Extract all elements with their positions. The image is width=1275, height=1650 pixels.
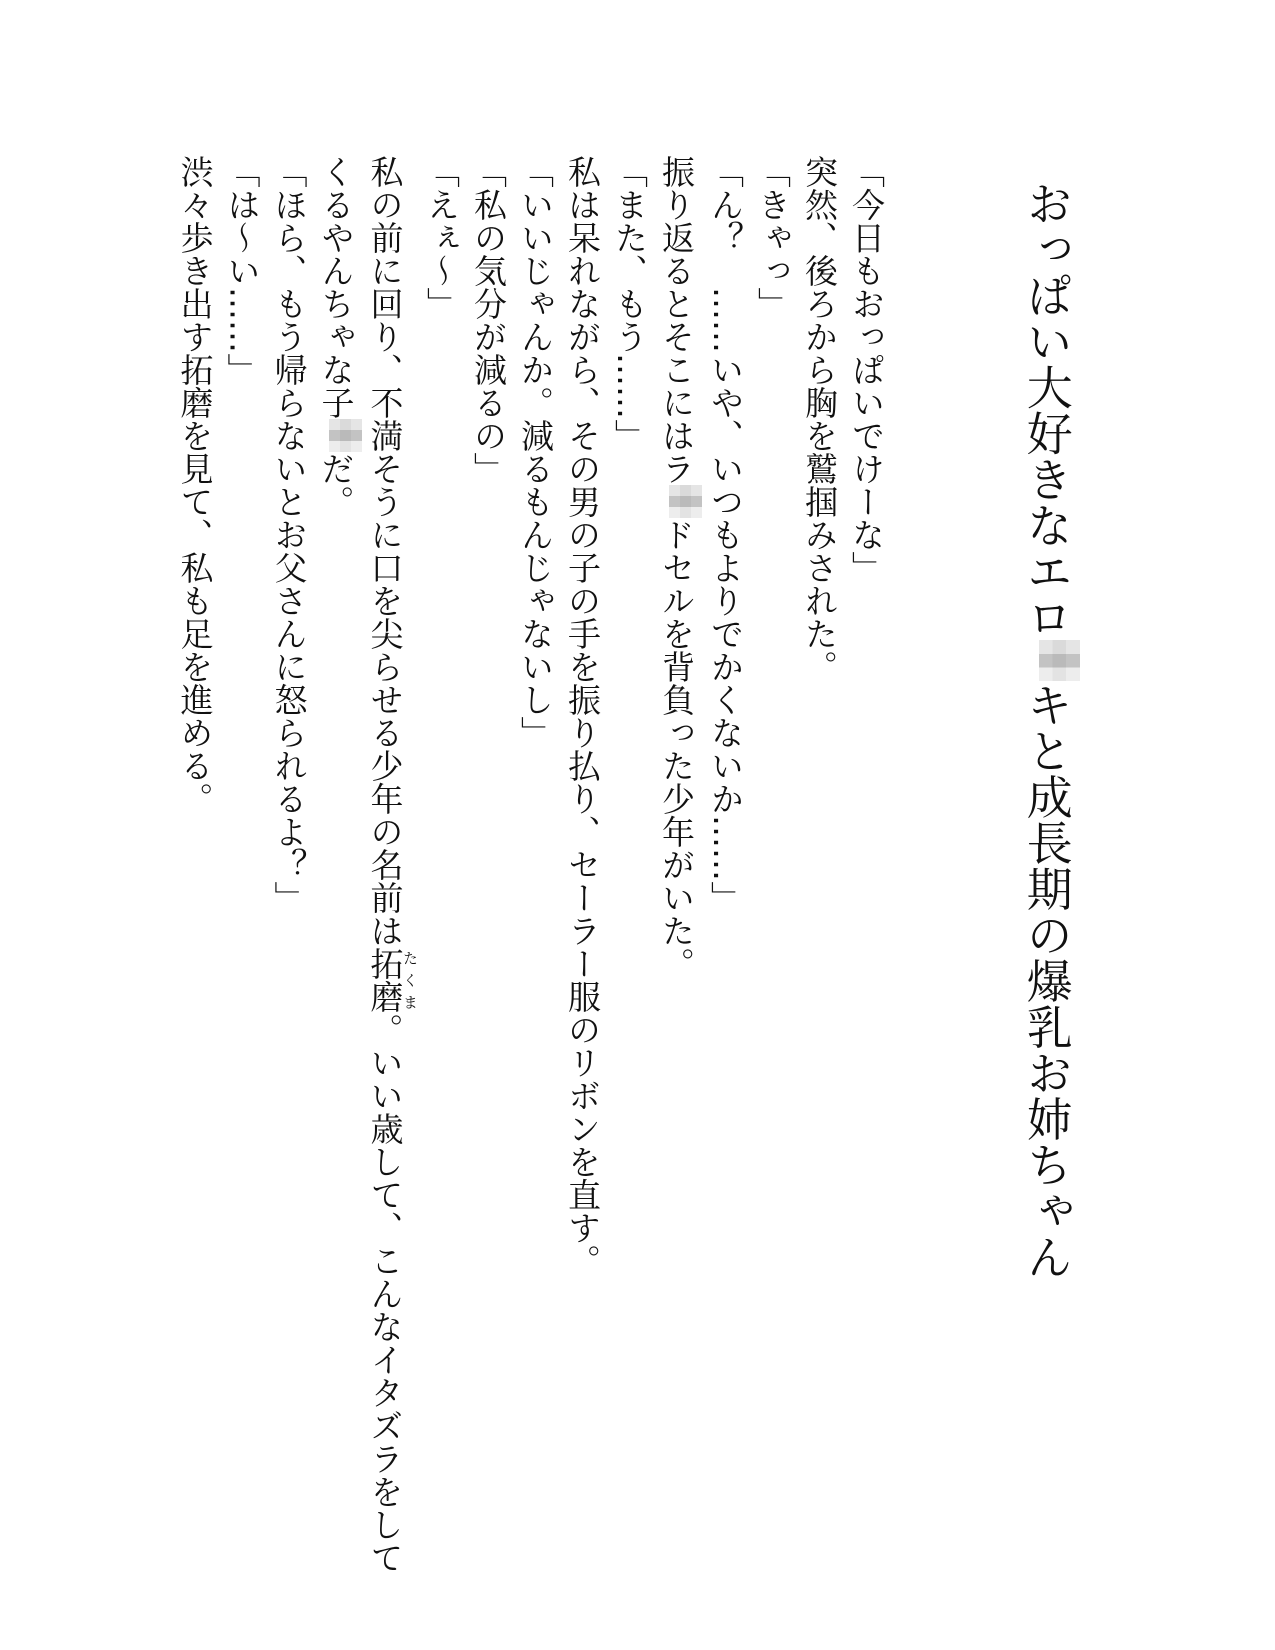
text-line-5-after: ドセルを背負った少年がいた。 bbox=[657, 518, 696, 980]
text-line-1: 「今日もおっぱいでけーな」 bbox=[847, 155, 886, 584]
text-line-9: 「私の気分が減るの」 bbox=[469, 155, 508, 485]
text-line-5-before: 振り返るとそこにはラ bbox=[657, 155, 696, 485]
text-line-11 bbox=[362, 155, 419, 1574]
name-reading: たくま bbox=[401, 947, 419, 1013]
mosaic-censor-icon bbox=[669, 485, 702, 518]
text-line-6: 「また、もう……」 bbox=[610, 155, 649, 452]
mosaic-censor-icon bbox=[1039, 640, 1080, 681]
text-line-10: 「えぇ～」 bbox=[422, 155, 461, 320]
text-line-12-after: だ。 bbox=[316, 452, 356, 518]
body-text bbox=[172, 155, 891, 1574]
mosaic-censor-icon bbox=[329, 419, 362, 452]
name-ruby bbox=[365, 947, 419, 1013]
text-line-2: 突然、後ろから胸を鷲掴みされた。 bbox=[800, 155, 839, 683]
text-line-14: 「は～い……」 bbox=[222, 155, 262, 386]
text-line-11-part-2: 。いい歳して、こんなイタズラをして bbox=[365, 1013, 405, 1574]
character-name: 拓磨 bbox=[365, 947, 405, 1013]
text-line-3: 「きゃっ」 bbox=[753, 155, 792, 320]
text-line-13: 「ほら、もう帰らないとお父さんに怒られるよ？」 bbox=[269, 155, 309, 914]
text-line-5 bbox=[653, 155, 702, 1495]
page-title bbox=[1019, 180, 1080, 1280]
text-line-4: 「ん？ ……いや、いつもよりでかくないか……」 bbox=[706, 155, 745, 914]
text-line-11-part-1: 私の前に回り、不満そうに口を尖らせる少年の名前は bbox=[365, 155, 405, 947]
title-part-1: おっぱい大好きなエロ bbox=[1019, 180, 1074, 640]
text-line-7: 私は呆れながら、その男の子の手を振り払り、セーラー服のリボンを直す。 bbox=[563, 155, 602, 1277]
text-line-15: 渋々歩き出す拓磨を見て、私も足を進める。 bbox=[175, 155, 215, 815]
text-line-12-before: くるやんちゃな子 bbox=[316, 155, 356, 419]
title-part-2: キと成長期の爆乳お姉ちゃん bbox=[1019, 681, 1074, 1280]
text-line-12 bbox=[313, 155, 362, 1495]
text-line-8: 「いいじゃんか。減るもんじゃないし」 bbox=[516, 155, 555, 749]
